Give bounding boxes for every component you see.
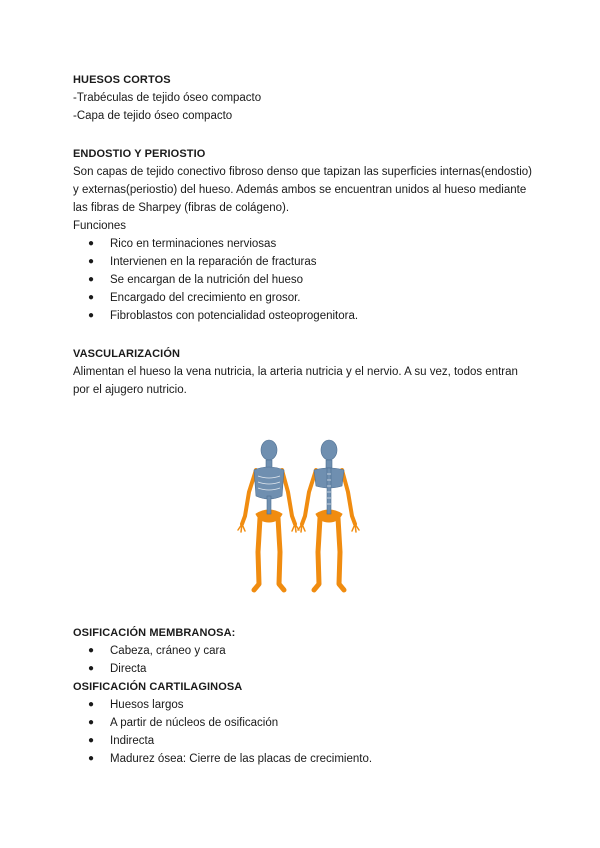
bullet-icon: ● <box>88 292 95 303</box>
section-heading: OSIFICACIÓN MEMBRANOSA: <box>73 627 236 639</box>
section-vascularizacion <box>73 345 533 399</box>
list-item-text: Cabeza, cráneo y cara <box>110 645 226 657</box>
bullet-icon: ● <box>88 699 95 710</box>
skeleton-illustration-icon <box>232 436 366 594</box>
bullet-icon: ● <box>88 753 95 764</box>
list-item-text: Huesos largos <box>110 699 184 711</box>
bullet-icon: ● <box>88 735 95 746</box>
membranosa-list <box>73 642 533 678</box>
list-item-text: Se encargan de la nutrición del hueso <box>110 274 304 286</box>
text-line: -Trabéculas de tejido óseo compacto <box>73 92 262 104</box>
paragraph-line: y externas(periostio) del hueso. Además ambos se encuentran unidos al hueso mediante <box>73 184 527 196</box>
funciones-list <box>73 235 533 325</box>
bullet-icon: ● <box>88 310 95 321</box>
list-item <box>73 235 533 253</box>
bullet-icon: ● <box>88 663 95 674</box>
list-item <box>73 660 533 678</box>
bullet-icon: ● <box>88 256 95 267</box>
list-item-text: Encargado del crecimiento en grosor. <box>110 292 301 304</box>
section-heading: OSIFICACIÓN CARTILAGINOSA <box>73 681 243 693</box>
list-item <box>73 714 533 732</box>
paragraph-line: Alimentan el hueso la vena nutricia, la arteria nutricia y el nervio. A su vez, todos entran <box>73 366 518 378</box>
list-item-text: Indirecta <box>110 735 155 747</box>
paragraph-line: por el ajugero nutricio. <box>73 384 187 396</box>
list-item <box>73 642 533 660</box>
section-endostio-periostio <box>73 145 533 325</box>
list-item <box>73 253 533 271</box>
bullet-icon: ● <box>88 274 95 285</box>
paragraph-line: Son capas de tejido conectivo fibroso denso que tapizan las superficies internas(endostio) <box>73 166 533 178</box>
paragraph-line: las fibras de Sharpey (fibras de colágeno). <box>73 202 290 214</box>
section-heading: ENDOSTIO Y PERIOSTIO <box>73 148 206 160</box>
list-item <box>73 307 533 325</box>
bullet-icon: ● <box>88 645 95 656</box>
section-osificacion-membranosa <box>73 624 533 768</box>
text-line: -Capa de tejido óseo compacto <box>73 110 233 122</box>
bullet-icon: ● <box>88 238 95 249</box>
list-item <box>73 696 533 714</box>
list-item <box>73 750 533 768</box>
section-huesos-cortos <box>73 71 533 125</box>
list-item <box>73 732 533 750</box>
list-item-text: Rico en terminaciones nerviosas <box>110 238 277 250</box>
cartilaginosa-list <box>73 696 533 768</box>
list-item <box>73 271 533 289</box>
list-item-text: Intervienen en la reparación de fracturas <box>110 256 317 268</box>
section-heading: HUESOS CORTOS <box>73 74 171 86</box>
list-item-text: A partir de núcleos de osificación <box>110 717 279 729</box>
list-item-text: Madurez ósea: Cierre de las placas de crecimiento. <box>110 753 373 765</box>
list-item-text: Directa <box>110 663 147 675</box>
list-item-text: Fibroblastos con potencialidad osteoprogenitora. <box>110 310 359 322</box>
section-heading: VASCULARIZACIÓN <box>73 348 181 360</box>
bullet-icon: ● <box>88 717 95 728</box>
funciones-label: Funciones <box>73 220 127 232</box>
list-item <box>73 289 533 307</box>
